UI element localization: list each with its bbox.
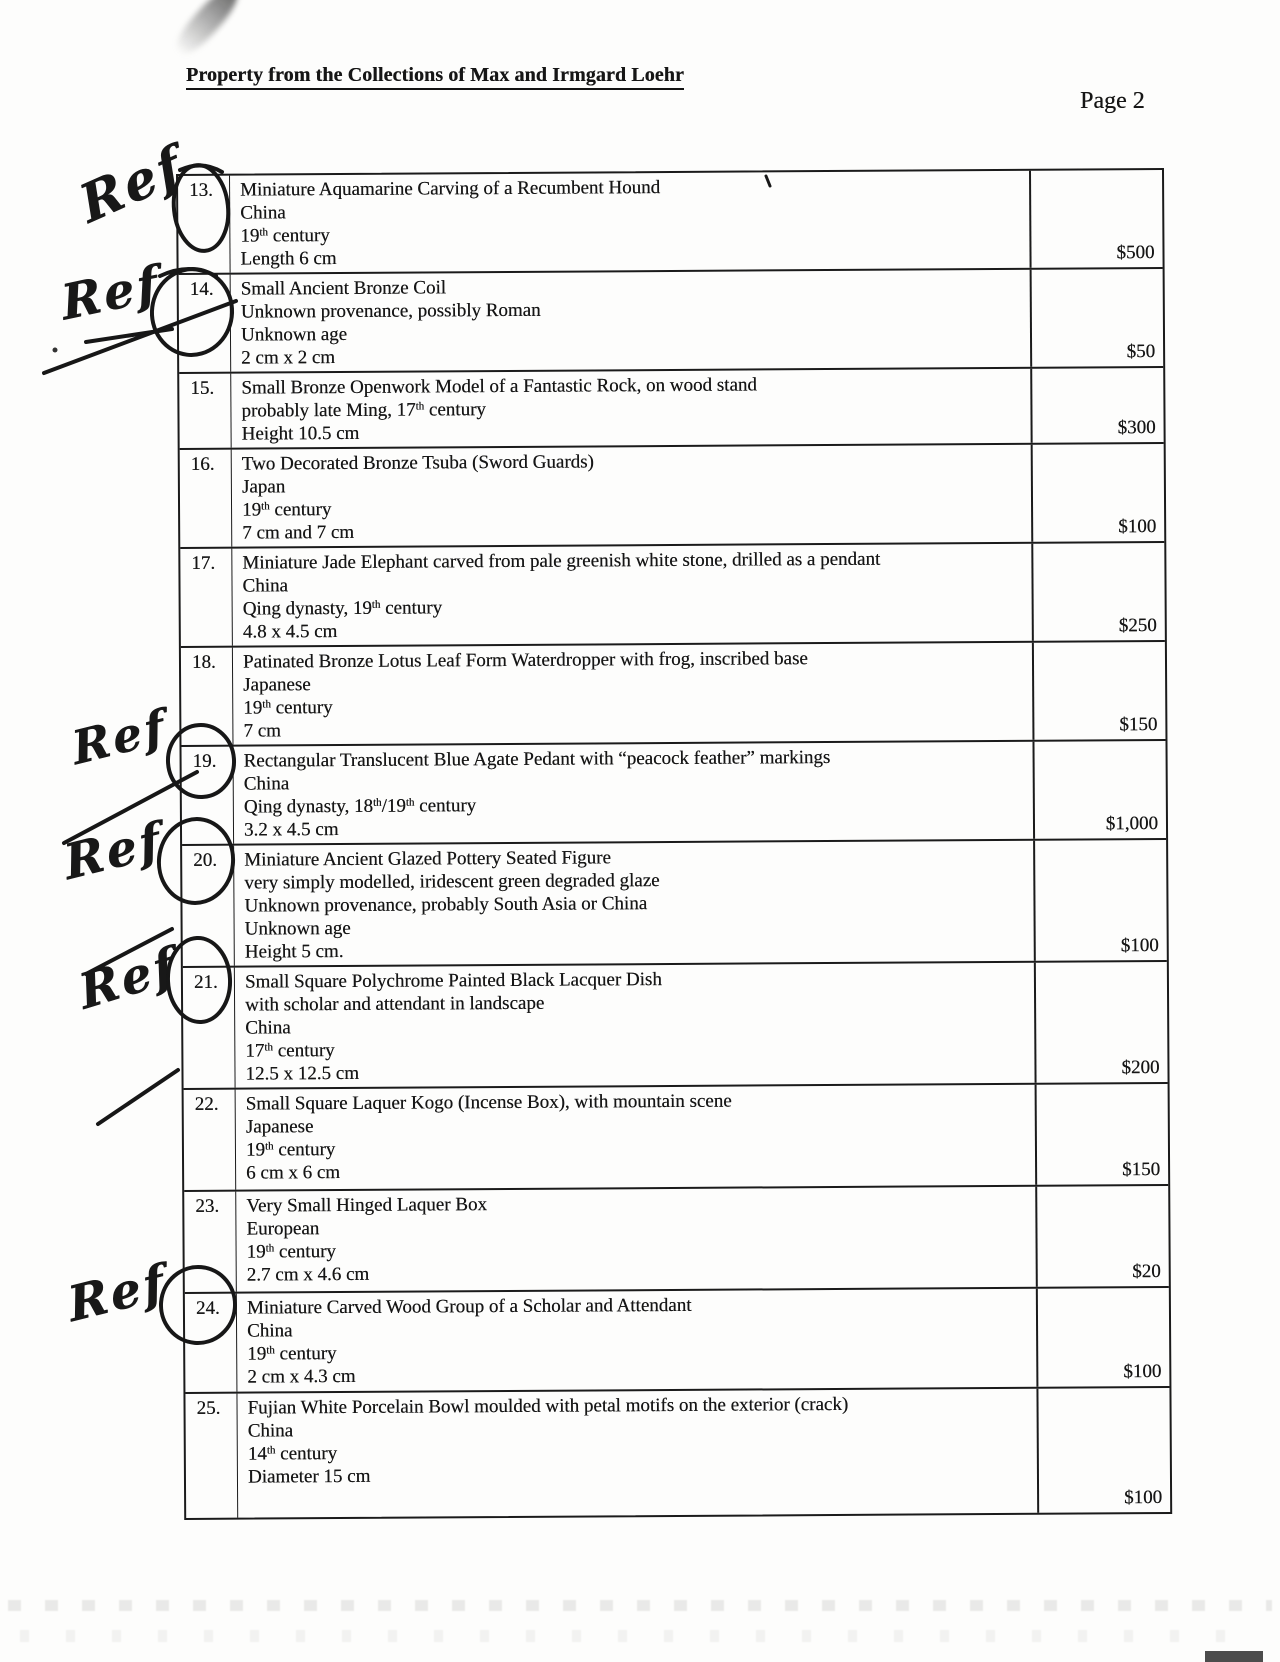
description-line: Height 10.5 cm <box>241 422 360 445</box>
description-line: Miniature Ancient Glazed Pottery Seated Figure <box>244 847 611 871</box>
description-line: Qing dynasty, 19th century <box>242 597 443 620</box>
lot-number: 17. <box>180 549 233 646</box>
lot-price: $200 <box>1034 962 1168 1083</box>
lot-number: 13. <box>178 176 231 273</box>
lot-number: 23. <box>184 1192 237 1292</box>
lot-description <box>231 270 1031 372</box>
description-line: 2.7 cm x 4.6 cm <box>246 1263 370 1286</box>
description-line: China <box>245 1017 291 1039</box>
description-line: Very Small Hinged Laquer Box <box>246 1194 487 1217</box>
scan-smudge-artifact <box>169 0 245 61</box>
handwritten-ref-annotation-14: Ref <box>58 255 164 332</box>
scan-noise-band <box>8 1600 1272 1611</box>
stray-dot-mark <box>53 348 58 353</box>
lot-description <box>235 963 1035 1088</box>
description-line: 6 cm x 6 cm <box>246 1162 341 1184</box>
description-line: Japanese <box>245 1116 314 1138</box>
lot-number: 25. <box>185 1394 238 1518</box>
handwritten-ref-annotation-21: Ref <box>74 936 183 1021</box>
lot-description <box>232 445 1032 547</box>
description-line: Unknown age <box>240 323 348 346</box>
table-row <box>184 1082 1169 1190</box>
circle-annotation-13-overstroke <box>180 165 222 172</box>
lot-description <box>234 841 1034 966</box>
description-line: Rectangular Translucent Blue Agate Pedant with “peacock feather” markings <box>243 747 831 772</box>
table-row <box>179 366 1163 448</box>
lot-number: 21. <box>183 968 236 1088</box>
description-line: Miniature Jade Elephant carved from pale greenish white stone, drilled as a pendant <box>242 548 881 574</box>
document-title: Property from the Collections of Max and Irmgard Loehr <box>186 64 684 90</box>
description-line: Two Decorated Bronze Tsuba (Sword Guards) <box>241 451 594 475</box>
description-line: 19th century <box>245 1139 336 1161</box>
ref21-underline-stroke <box>98 1070 178 1124</box>
description-line: 19th century <box>247 1343 337 1365</box>
lot-description <box>230 171 1030 273</box>
description-line: 3.2 x 4.5 cm <box>243 819 339 841</box>
description-line: China <box>242 575 288 597</box>
handwritten-ref-annotation-13: Ref <box>72 134 192 236</box>
description-line: 7 cm <box>243 720 281 742</box>
table-row <box>178 170 1163 273</box>
lot-price: $100 <box>1036 1388 1170 1513</box>
lot-price: $150 <box>1035 1084 1169 1185</box>
lot-price: $100 <box>1033 840 1167 961</box>
page-number: Page 2 <box>1080 88 1145 114</box>
lot-description <box>233 643 1033 745</box>
description-line: Fujian White Porcelain Bowl moulded with petal motifs on the exterior (crack) <box>247 1393 849 1419</box>
lot-price: $20 <box>1035 1186 1169 1287</box>
table-row <box>185 1386 1170 1518</box>
scan-noise-band <box>20 1630 1260 1642</box>
lot-table <box>176 168 1172 1520</box>
description-line: Unknown age <box>244 917 351 940</box>
description-line: 12.5 x 12.5 cm <box>245 1062 360 1085</box>
description-line: 2 cm x 4.3 cm <box>247 1365 356 1388</box>
description-line: Small Ancient Bronze Coil <box>240 277 447 300</box>
table-row <box>179 267 1164 372</box>
description-line: China <box>240 202 286 224</box>
description-line: Patinated Bronze Lotus Leaf Form Waterdropper with frog, inscribed base <box>242 648 808 673</box>
description-line: Unknown provenance, probably South Asia or China <box>244 893 648 917</box>
lot-description <box>231 369 1030 448</box>
description-line: with scholar and attendant in landscape <box>245 992 545 1016</box>
lot-number: 24. <box>185 1294 238 1392</box>
description-line: very simply modelled, iridescent green degraded glaze <box>244 870 660 894</box>
description-line: probably late Ming, 17th century <box>241 399 486 422</box>
description-line: 7 cm and 7 cm <box>242 521 355 544</box>
lot-description <box>237 1389 1037 1518</box>
description-line: Japanese <box>243 674 311 696</box>
description-line: Small Bronze Openwork Model of a Fantastic Rock, on wood stand <box>241 374 757 399</box>
handwritten-ref-annotation-20: Ref <box>60 811 167 892</box>
corner-scan-mark <box>1205 1651 1263 1662</box>
description-line: 17th century <box>245 1040 335 1062</box>
description-line: Miniature Carved Wood Group of a Scholar and Attendant <box>246 1294 692 1319</box>
lot-price: $250 <box>1031 543 1165 641</box>
description-line: Diameter 15 cm <box>247 1465 371 1488</box>
lot-price: $100 <box>1036 1288 1170 1387</box>
lot-price: $300 <box>1030 368 1163 443</box>
lot-number: 19. <box>182 747 235 844</box>
description-line: Miniature Aquamarine Carving of a Recumbent Hound <box>240 177 661 201</box>
lot-number: 15. <box>179 374 231 448</box>
table-row <box>181 640 1166 745</box>
description-line: China <box>247 1320 293 1342</box>
description-line: 19th century <box>246 1241 336 1263</box>
description-line: China <box>243 773 290 795</box>
table-row <box>181 739 1166 844</box>
lot-price: $500 <box>1029 170 1163 268</box>
description-line: 19th century <box>243 697 333 719</box>
description-line: 14th century <box>247 1443 338 1465</box>
lot-price: $100 <box>1031 444 1165 542</box>
table-row <box>185 1286 1170 1392</box>
table-row <box>182 838 1167 966</box>
description-line: Length 6 cm <box>240 248 337 270</box>
lot-number: 22. <box>184 1090 237 1190</box>
handwritten-ref-annotation-19: Ref <box>68 698 171 776</box>
description-line: Height 5 cm. <box>244 940 344 963</box>
description-line: Small Square Polychrome Painted Black Lacquer Dish <box>244 969 662 993</box>
description-line: 19th century <box>240 225 330 247</box>
lot-description <box>232 544 1032 646</box>
lot-number: 20. <box>182 846 235 966</box>
description-line: 4.8 x 4.5 cm <box>242 621 338 643</box>
lot-number: 18. <box>181 648 234 745</box>
lot-number: 14. <box>179 275 232 372</box>
lot-price: $1,000 <box>1032 741 1166 839</box>
lot-price: $50 <box>1030 269 1164 367</box>
table-row <box>183 960 1168 1088</box>
lot-price: $150 <box>1032 642 1166 740</box>
lot-number: 16. <box>180 450 233 547</box>
description-line: European <box>246 1218 320 1240</box>
description-line: Unknown provenance, possibly Roman <box>240 299 541 323</box>
handwritten-ref-annotation-24: Ref <box>64 1253 171 1334</box>
description-line: 19th century <box>241 499 332 521</box>
description-line: China <box>247 1420 294 1442</box>
description-line: Qing dynasty, 18th/19th century <box>243 795 477 818</box>
description-line: Japan <box>241 476 286 498</box>
lot-description <box>237 1289 1037 1392</box>
ref14-strike-stroke <box>86 329 172 342</box>
table-row <box>180 541 1165 646</box>
table-row <box>180 442 1165 547</box>
description-line: 2 cm x 2 cm <box>241 347 336 369</box>
lot-description <box>233 742 1033 844</box>
lot-description <box>236 1085 1036 1190</box>
description-line: Small Square Laquer Kogo (Incense Box), with mountain scene <box>245 1090 732 1115</box>
lot-description <box>236 1187 1036 1292</box>
table-row <box>184 1184 1169 1292</box>
